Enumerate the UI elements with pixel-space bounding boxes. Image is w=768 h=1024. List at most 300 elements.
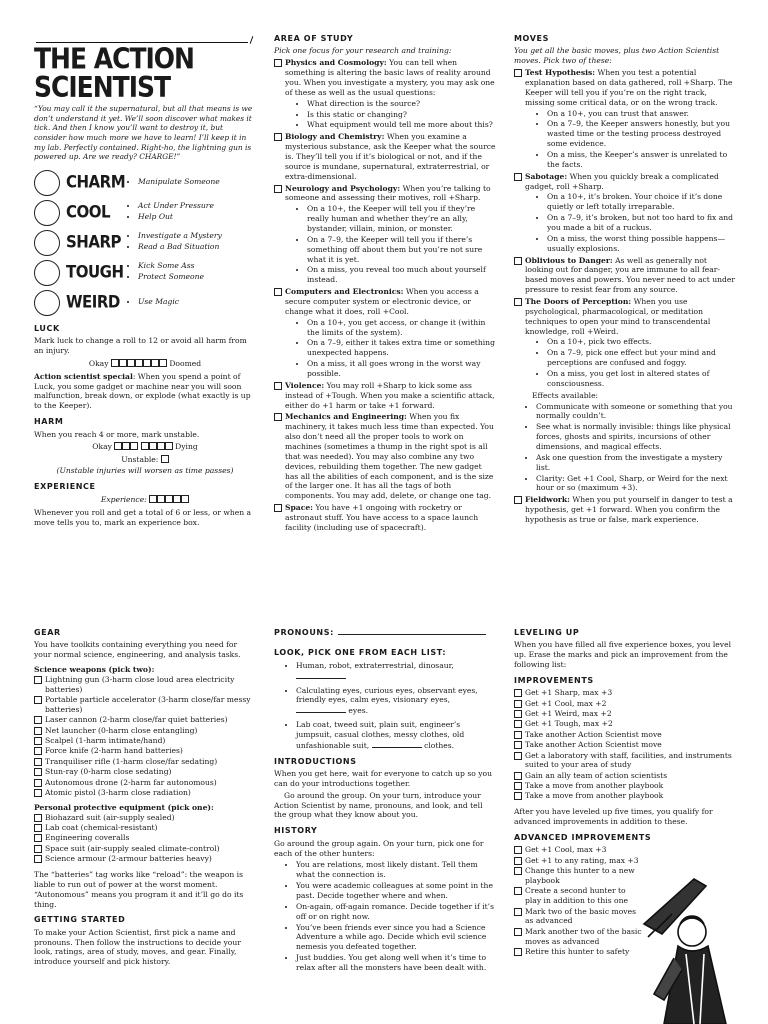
unstable-label: Unstable: bbox=[121, 455, 159, 465]
weapon-option-label: Atomic pistol (3-harm close radiation) bbox=[45, 787, 191, 797]
history-item: • You were academic colleagues at some point in the past. Decide together where and when. bbox=[296, 881, 496, 901]
area-checkbox[interactable] bbox=[274, 133, 282, 141]
area-item bbox=[274, 132, 496, 181]
advanced-option-label: Mark another two of the basic moves as advanced bbox=[525, 926, 642, 946]
advanced-option bbox=[514, 947, 642, 957]
effect-item: • See what is normally invisible: things like physical forces, ghosts and spirits, incursions of other dimensions, and magical effects. bbox=[536, 422, 736, 452]
rating-name: COOL bbox=[66, 201, 111, 223]
move-name: The Doors of Perception: bbox=[525, 297, 632, 307]
rating-row bbox=[34, 198, 256, 228]
move-bullet: • On a 7–9, the Keeper answers honestly, but you wasted time or the testing process destroyed some evidence. bbox=[547, 119, 736, 149]
area-text: You may roll +Sharp to kick some ass instead of +Tough. When you make a scientific attack, either do +1 harm or take +1 forward. bbox=[285, 380, 495, 410]
rating-circle[interactable] bbox=[34, 200, 60, 226]
weapon-option-checkbox[interactable] bbox=[34, 768, 42, 776]
column-right-bottom bbox=[514, 628, 736, 1024]
advanced-option-checkbox[interactable] bbox=[514, 908, 522, 916]
rating-moves bbox=[138, 231, 222, 253]
look-options: Calculating eyes, curious eyes, observant eyes, friendly eyes, calm eyes, visionary eyes, bbox=[296, 685, 478, 705]
look-options: Human, robot, extraterrestrial, dinosaur, bbox=[296, 660, 454, 670]
harm-box[interactable] bbox=[114, 442, 122, 450]
area-checkbox[interactable] bbox=[274, 504, 282, 512]
luck-doomed-label: Doomed bbox=[169, 358, 202, 368]
harm-okay-label: Okay bbox=[92, 442, 112, 452]
move-bullet: • On a 10+, it’s broken. Your choice if it’s done quietly or left totally irreparable. bbox=[547, 192, 736, 212]
improvement-option-checkbox[interactable] bbox=[514, 710, 522, 718]
move-item bbox=[514, 172, 736, 254]
pronouns-row bbox=[274, 628, 496, 638]
area-text: You have +1 ongoing with rocketry or astronaut stuff. You have access to a space launch facility (including use of spacecraft). bbox=[285, 503, 479, 532]
advanced-option bbox=[514, 856, 642, 866]
advanced-option-checkbox[interactable] bbox=[514, 846, 522, 854]
area-item bbox=[274, 503, 496, 533]
improvement-option-label: Get +1 Cool, max +2 bbox=[525, 698, 607, 708]
unstable-checkbox[interactable] bbox=[161, 455, 169, 463]
area-text: When you fix machinery, it takes much less time than expected. You also don’t need all the proper tools to work on machines (sometimes a thump in the right spot is all that was needed). You may also combine any two devices, rebuilding them together. The new gadget has all the abilities of each component, and is the size of the larger one. It has all the tags of both components. You may add, delete, or change one tag. bbox=[285, 412, 494, 501]
harm-heading: HARM bbox=[34, 417, 64, 427]
experience-box[interactable] bbox=[173, 495, 181, 503]
move-text: When you test a potential explanation based on data gathered, roll +Sharp. The Keeper will tell you if you’re on the right track, missing some critical data, or on the wrong track. bbox=[525, 68, 733, 107]
area-checkbox[interactable] bbox=[274, 59, 282, 67]
improvement-option bbox=[514, 719, 736, 729]
luck-text: Mark luck to change a roll to 12 or avoid all harm from an injury. bbox=[34, 336, 247, 355]
rating-circle[interactable] bbox=[34, 290, 60, 316]
experience-box[interactable] bbox=[165, 495, 173, 503]
armor-option-checkbox[interactable] bbox=[34, 814, 42, 822]
harm-box[interactable] bbox=[149, 442, 157, 450]
weapon-option bbox=[34, 736, 256, 746]
weapon-option-checkbox[interactable] bbox=[34, 737, 42, 745]
column-left-top bbox=[34, 34, 256, 589]
history-item: • Just buddies. You get along well when it’s time to relax after all the monsters have been dealt with. bbox=[296, 953, 496, 973]
introductions-p2: Go around the group. On your turn, introduce your Action Scientist by name, pronouns, and look, and tell the group what they know about you. bbox=[274, 790, 483, 820]
move-bullet: • On a miss, the Keeper’s answer is unrelated to the facts. bbox=[547, 150, 736, 170]
effects-list bbox=[536, 402, 736, 494]
move-bullet: • On a 7–9, pick one effect but your mind and perceptions are confused and foggy. bbox=[547, 348, 736, 368]
unstable-row bbox=[34, 455, 256, 465]
introductions-heading: INTRODUCTIONS bbox=[274, 756, 357, 766]
area-bullets bbox=[307, 99, 496, 131]
improvement-option-checkbox[interactable] bbox=[514, 720, 522, 728]
improvement-option-label: Take a move from another playbook bbox=[525, 791, 664, 801]
rating-name: SHARP bbox=[66, 231, 122, 253]
advanced-option-checkbox[interactable] bbox=[514, 928, 522, 936]
move-checkbox[interactable] bbox=[514, 69, 522, 77]
armor-option bbox=[34, 854, 256, 864]
armor-option-label: Science armour (2-armour batteries heavy) bbox=[45, 854, 212, 864]
advanced-option-label: Get +1 Cool, max +3 bbox=[525, 845, 607, 855]
armor-list bbox=[34, 813, 256, 864]
look-line bbox=[296, 661, 496, 682]
look-custom-field[interactable] bbox=[372, 740, 422, 748]
area-name: Computers and Electronics: bbox=[285, 287, 404, 297]
move-name: Fieldwork: bbox=[525, 495, 570, 505]
rating-name: WEIRD bbox=[66, 291, 120, 313]
advanced-option-checkbox[interactable] bbox=[514, 887, 522, 895]
improvement-option bbox=[514, 688, 736, 698]
area-checkbox[interactable] bbox=[274, 185, 282, 193]
move-name: Sabotage: bbox=[525, 171, 568, 181]
advanced-option bbox=[514, 927, 642, 947]
advanced-option-label: Create a second hunter to play in addition to this one bbox=[525, 886, 628, 906]
advanced-option bbox=[514, 845, 642, 855]
rating-row bbox=[34, 258, 256, 288]
rating-move: • Protect Someone bbox=[138, 272, 204, 282]
improvements-list bbox=[514, 688, 736, 801]
weapon-option bbox=[34, 778, 256, 788]
advanced-list bbox=[514, 845, 642, 956]
pronouns-field[interactable] bbox=[338, 634, 486, 635]
move-name: Oblivious to Danger: bbox=[525, 255, 613, 265]
improvement-option-checkbox[interactable] bbox=[514, 792, 522, 800]
rating-moves bbox=[138, 297, 179, 308]
area-name: Neurology and Psychology: bbox=[285, 183, 401, 193]
armor-option-checkbox[interactable] bbox=[34, 824, 42, 832]
look-suffix: clothes. bbox=[424, 740, 455, 750]
experience-box[interactable] bbox=[157, 495, 165, 503]
history-text: Go around the group again. On your turn, pick one for each of the other hunters: bbox=[274, 838, 484, 858]
rating-move: • Investigate a Mystery bbox=[138, 231, 222, 241]
leveling-heading: LEVELING UP bbox=[514, 628, 580, 637]
weapon-option-label: Tranquiliser rifle (1-harm close/far sedating) bbox=[45, 756, 218, 766]
improvement-option bbox=[514, 751, 736, 771]
move-name: Test Hypothesis: bbox=[525, 68, 596, 78]
move-bullets bbox=[547, 337, 736, 388]
luck-box[interactable] bbox=[135, 359, 143, 367]
harm-box[interactable] bbox=[122, 442, 130, 450]
luck-box[interactable] bbox=[127, 359, 135, 367]
look-line bbox=[296, 720, 496, 751]
unstable-note: (Unstable injuries will worsen as time passes) bbox=[56, 466, 234, 476]
armor-option-checkbox[interactable] bbox=[34, 834, 42, 842]
luck-box[interactable] bbox=[151, 359, 159, 367]
experience-heading: EXPERIENCE bbox=[34, 481, 96, 491]
weapon-option-checkbox[interactable] bbox=[34, 727, 42, 735]
rating-moves bbox=[138, 201, 214, 223]
advanced-option-checkbox[interactable] bbox=[514, 948, 522, 956]
move-item bbox=[514, 256, 736, 295]
introductions-p1: When you get here, wait for everyone to catch up so you can do your introductions together. bbox=[274, 769, 492, 788]
move-checkbox[interactable] bbox=[514, 298, 522, 306]
improvement-option-checkbox[interactable] bbox=[514, 782, 522, 790]
area-item bbox=[274, 287, 496, 379]
move-text: As well as generally not looking out for danger, you are immune to all fear-based moves and powers. You never need to act under pressure to resist fear from any source. bbox=[525, 255, 736, 295]
history-item: • You’ve been friends ever since you had a Science Adventure a while ago. Decide which evil science nemesis you defeated together. bbox=[296, 923, 496, 953]
rating-circle[interactable] bbox=[34, 260, 60, 286]
area-item bbox=[274, 184, 496, 286]
improvement-option bbox=[514, 781, 736, 791]
area-item bbox=[274, 381, 496, 411]
luck-boxes bbox=[111, 359, 167, 368]
gear-note: The “batteries” tag works like “reload”: the weapon is liable to run out of power at the worst moment. “Autonomous” means you program it and it’ll go do its thing. bbox=[34, 869, 244, 909]
rating-name: TOUGH bbox=[66, 261, 124, 283]
weapon-option bbox=[34, 757, 256, 767]
area-name: Mechanics and Engineering: bbox=[285, 412, 407, 422]
advanced-option bbox=[514, 866, 642, 886]
look-custom-field[interactable] bbox=[296, 671, 346, 679]
weapon-option-checkbox[interactable] bbox=[34, 716, 42, 724]
move-checkbox[interactable] bbox=[514, 173, 522, 181]
weapon-option bbox=[34, 715, 256, 725]
harm-box[interactable] bbox=[130, 442, 138, 450]
armor-label: Personal protective equipment (pick one): bbox=[34, 802, 214, 812]
look-heading: LOOK, PICK ONE FROM EACH LIST: bbox=[274, 648, 447, 658]
improvements-heading: IMPROVEMENTS bbox=[514, 675, 594, 685]
weapon-option-label: Stun-ray (0-harm close sedating) bbox=[45, 767, 172, 777]
harm-box[interactable] bbox=[165, 442, 173, 450]
experience-label: Experience: bbox=[100, 495, 147, 505]
armor-option bbox=[34, 844, 256, 854]
advanced-option-label: Retire this hunter to safety bbox=[525, 947, 630, 957]
area-name: Violence: bbox=[285, 380, 325, 390]
history-heading: HISTORY bbox=[274, 826, 318, 836]
improvement-option-label: Take a move from another playbook bbox=[525, 781, 664, 791]
look-custom-field[interactable] bbox=[296, 705, 346, 713]
weapon-option-checkbox[interactable] bbox=[34, 747, 42, 755]
look-list bbox=[296, 661, 496, 751]
improvement-option bbox=[514, 791, 736, 801]
moves-heading: MOVES bbox=[514, 34, 549, 43]
weapon-option-label: Lightning gun (3-harm close loud area electricity batteries) bbox=[45, 674, 235, 694]
advanced-option-label: Mark two of the basic moves as advanced bbox=[525, 906, 636, 926]
area-bullet: • On a 10+, you get access, or change it (within the limits of the system). bbox=[307, 318, 496, 338]
improvement-option-label: Get +1 Weird, max +2 bbox=[525, 709, 612, 719]
rating-move: • Kick Some Ass bbox=[138, 261, 204, 271]
armor-option-checkbox[interactable] bbox=[34, 855, 42, 863]
armor-option-label: Biohazard suit (air-supply sealed) bbox=[45, 812, 175, 822]
advanced-heading: ADVANCED IMPROVEMENTS bbox=[514, 833, 652, 843]
effect-item: • Ask one question from the investigate a mystery list. bbox=[536, 453, 736, 473]
luck-box[interactable] bbox=[119, 359, 127, 367]
effect-item: • Clarity: Get +1 Cool, Sharp, or Weird for the next hour or so (maximum +3). bbox=[536, 474, 736, 494]
improvement-option-checkbox[interactable] bbox=[514, 741, 522, 749]
history-item: • On-again, off-again romance. Decide together if it’s off or on right now. bbox=[296, 902, 496, 922]
experience-box[interactable] bbox=[181, 495, 189, 503]
weapon-option bbox=[34, 695, 256, 715]
weapon-option-label: Scalpel (1-harm intimate/hand) bbox=[45, 736, 166, 746]
improvement-option-label: Gain an ally team of action scientists bbox=[525, 770, 668, 780]
move-bullets bbox=[547, 109, 736, 170]
effects-label: Effects available: bbox=[532, 390, 599, 400]
move-fieldwork bbox=[514, 495, 736, 525]
rating-move: • Help Out bbox=[138, 212, 214, 222]
area-list bbox=[274, 58, 496, 533]
area-bullet: • On a 7–9, the Keeper will tell you if there’s something off about them but you’re not sure what it is yet. bbox=[307, 235, 496, 265]
weapon-option bbox=[34, 746, 256, 756]
improvement-option bbox=[514, 730, 736, 740]
armor-option bbox=[34, 823, 256, 833]
area-item bbox=[274, 58, 496, 130]
harm-dying-label: Dying bbox=[175, 442, 198, 452]
look-suffix: eyes. bbox=[348, 706, 369, 716]
area-name: Physics and Cosmology: bbox=[285, 58, 387, 68]
harm-box[interactable] bbox=[157, 442, 165, 450]
move-bullet: • On a 7–9, it’s broken, but not too hard to fix and you made a bit of a ruckus. bbox=[547, 213, 736, 233]
column-right-top bbox=[514, 34, 736, 589]
armor-option bbox=[34, 833, 256, 843]
harm-box[interactable] bbox=[141, 442, 149, 450]
improvements-after: After you have leveled up five times, you qualify for advanced improvements in addition to these. bbox=[514, 807, 713, 827]
move-bullet: • On a miss, you get lost in altered states of consciousness. bbox=[547, 369, 736, 389]
area-text: When you’re talking to someone and assessing their motives, roll +Sharp. bbox=[285, 183, 491, 203]
gear-text: You have toolkits containing everything you need for your normal science, engineering, and analysis tasks. bbox=[34, 640, 241, 660]
weapon-option-checkbox[interactable] bbox=[34, 779, 42, 787]
improvement-option-label: Get +1 Tough, max +2 bbox=[525, 719, 613, 729]
improvement-option-checkbox[interactable] bbox=[514, 731, 522, 739]
weapon-option-checkbox[interactable] bbox=[34, 789, 42, 797]
luck-special bbox=[34, 372, 256, 411]
weapon-option-label: Force knife (2-harm hand batteries) bbox=[45, 746, 183, 756]
rating-name: CHARM bbox=[66, 171, 126, 193]
armor-option-checkbox[interactable] bbox=[34, 845, 42, 853]
move-bullet: • On a 10+, pick two effects. bbox=[547, 337, 736, 347]
rating-move: • Read a Bad Situation bbox=[138, 242, 222, 252]
area-intro: Pick one focus for your research and training: bbox=[274, 46, 452, 56]
area-name: Space: bbox=[285, 503, 313, 513]
improvement-option-checkbox[interactable] bbox=[514, 700, 522, 708]
luck-special-label: Action scientist special bbox=[34, 371, 133, 381]
scientist-illustration bbox=[634, 874, 734, 1024]
armor-option bbox=[34, 813, 256, 823]
armor-option-label: Engineering coveralls bbox=[45, 833, 130, 843]
page-title: THE ACTION SCIENTIST bbox=[34, 41, 194, 105]
area-bullet: • What direction is the source? bbox=[307, 99, 496, 109]
luck-box[interactable] bbox=[159, 359, 167, 367]
area-bullet: • On a 7–9, either it takes extra time or something unexpected happens. bbox=[307, 338, 496, 358]
column-middle-bottom bbox=[274, 628, 496, 1024]
area-heading: AREA OF STUDY bbox=[274, 34, 354, 43]
leveling-text: When you have filled all five experience boxes, you level up. Erase the marks and pick an improvement from the following list: bbox=[514, 640, 732, 670]
harm-text: When you reach 4 or more, mark unstable. bbox=[34, 429, 200, 439]
weapon-option-label: Net launcher (0-harm close entangling) bbox=[45, 725, 198, 735]
advanced-option-checkbox[interactable] bbox=[514, 857, 522, 865]
playbook-quote: “You may call it the supernatural, but all that means is we don’t understand it yet. We’ll soon discover what makes it tick. And then I know you’ll want to destroy it, but consider how much more we have to learn! I’ll keep it in my lab. Perfectly contained. Right-ho, the lightning gun is powered up. Are we ready? CHARGE!” bbox=[34, 104, 253, 162]
improvement-option bbox=[514, 771, 736, 781]
look-line bbox=[296, 686, 496, 717]
move-checkbox[interactable] bbox=[514, 257, 522, 265]
luck-heading: LUCK bbox=[34, 323, 60, 333]
area-bullet: • Is this static or changing? bbox=[307, 110, 496, 120]
getting-started-heading: GETTING STARTED bbox=[34, 915, 126, 925]
move-text: When you put yourself in danger to test a hypothesis, get +1 forward. When you confirm the hypothesis as true or false, mark experience. bbox=[525, 495, 733, 525]
improvement-option-label: Get a laboratory with staff, facilities, and instruments suited to your area of study bbox=[525, 750, 732, 770]
improvement-option-checkbox[interactable] bbox=[514, 752, 522, 760]
move-text: When you quickly break a complicated gadget, roll +Sharp. bbox=[525, 171, 719, 191]
weapon-option bbox=[34, 675, 256, 695]
history-item: • You are relations, most likely distant. Tell them what the connection is. bbox=[296, 860, 496, 880]
luck-box[interactable] bbox=[111, 359, 119, 367]
luck-track bbox=[34, 359, 256, 369]
rating-row bbox=[34, 168, 256, 198]
advanced-option bbox=[514, 886, 642, 906]
ratings-list bbox=[34, 168, 256, 318]
area-bullets bbox=[307, 204, 496, 285]
area-text: You can tell when something is altering the basic laws of reality around you. When you investigate a mystery, you may ask one of these as well as the usual questions: bbox=[285, 58, 495, 97]
area-item bbox=[274, 412, 496, 501]
rating-circle[interactable] bbox=[34, 170, 60, 196]
weapon-option-checkbox[interactable] bbox=[34, 696, 42, 704]
experience-boxes bbox=[149, 495, 189, 504]
area-text: When you access a secure computer system or electronic device, or change what it does, roll +Cool. bbox=[285, 287, 479, 316]
move-text: When you use psychological, pharmacological, or meditation techniques to open your mind to transcendental knowledge, roll +Weird. bbox=[525, 297, 711, 336]
rating-row bbox=[34, 288, 256, 318]
move-item bbox=[514, 297, 736, 389]
improvement-option-label: Take another Action Scientist move bbox=[525, 740, 662, 750]
improvement-option-label: Get +1 Sharp, max +3 bbox=[525, 688, 613, 698]
pronouns-label: PRONOUNS: bbox=[274, 628, 334, 637]
luck-special-text: : When you spend a point of Luck, you some gadget or machine near you will soon malfunction, break down, or explode (what exactly is up to the Keeper). bbox=[34, 371, 251, 411]
weapons-list bbox=[34, 675, 256, 798]
moves-list bbox=[514, 68, 736, 389]
weapons-label: Science weapons (pick two): bbox=[34, 665, 155, 675]
improvement-option-checkbox[interactable] bbox=[514, 689, 522, 697]
weapon-option-label: Portable particle accelerator (3-harm close/far messy batteries) bbox=[45, 695, 251, 715]
weapon-option-label: Autonomous drone (2-harm far autonomous) bbox=[45, 777, 217, 787]
improvement-option bbox=[514, 709, 736, 719]
advanced-option-label: Get +1 to any rating, max +3 bbox=[525, 855, 639, 865]
improvement-option-checkbox[interactable] bbox=[514, 772, 522, 780]
experience-box[interactable] bbox=[149, 495, 157, 503]
improvement-option bbox=[514, 740, 736, 750]
armor-option-label: Lab coat (chemical-resistant) bbox=[45, 823, 158, 832]
move-checkbox[interactable] bbox=[514, 496, 522, 504]
rating-row bbox=[34, 228, 256, 258]
experience-track bbox=[34, 495, 256, 505]
advanced-option-label: Change this hunter to a new playbook bbox=[525, 866, 635, 885]
weapon-option bbox=[34, 788, 256, 798]
area-checkbox[interactable] bbox=[274, 413, 282, 421]
look-options: Lab coat, tweed suit, plain suit, engineer’s jumpsuit, casual clothes, messy clothes, old unfashionable suit, bbox=[296, 720, 465, 750]
gear-heading: GEAR bbox=[34, 628, 61, 637]
improvement-option-label: Take another Action Scientist move bbox=[525, 729, 662, 739]
area-checkbox[interactable] bbox=[274, 382, 282, 390]
column-middle-top bbox=[274, 34, 496, 589]
rating-circle[interactable] bbox=[34, 230, 60, 256]
rating-move: • Act Under Pressure bbox=[138, 201, 214, 211]
weapon-option bbox=[34, 767, 256, 777]
experience-text: Whenever you roll and get a total of 6 or less, or when a move tells you to, mark an experience box. bbox=[34, 508, 252, 528]
area-text: When you examine a mysterious substance, ask the Keeper what the source is. They’ll tell you if it’s biological or not, and if the source is mundane, supernatural, extraterrestrial, or extra-dimensional. bbox=[285, 132, 496, 181]
move-bullet: • On a 10+, you can trust that answer. bbox=[547, 109, 736, 119]
area-bullet: • On a 10+, the Keeper will tell you if they’re really human and whether they’re an ally, bystander, villain, minion, or monster. bbox=[307, 204, 496, 234]
getting-started-text: To make your Action Scientist, first pick a name and pronouns. Then follow the instructions to decide your look, ratings, area of study, moves, and gear. Finally, introduce yourself and pick history. bbox=[34, 927, 241, 967]
area-name: Biology and Chemistry: bbox=[285, 132, 385, 142]
move-item bbox=[514, 68, 736, 170]
rating-move: • Manipulate Someone bbox=[138, 177, 220, 187]
advanced-option bbox=[514, 907, 642, 927]
harm-boxes bbox=[114, 442, 172, 451]
history-list bbox=[296, 860, 496, 972]
advanced-option-checkbox[interactable] bbox=[514, 867, 522, 875]
weapon-option bbox=[34, 726, 256, 736]
area-bullets bbox=[307, 318, 496, 379]
area-bullet: • What equipment would tell me more about this? bbox=[307, 120, 496, 130]
rating-moves bbox=[138, 177, 220, 188]
column-left-bottom bbox=[34, 628, 256, 1024]
area-checkbox[interactable] bbox=[274, 288, 282, 296]
rating-move: • Use Magic bbox=[138, 297, 179, 307]
moves-intro: You get all the basic moves, plus two Action Scientist moves. Pick two of these: bbox=[514, 46, 720, 66]
move-bullets bbox=[547, 192, 736, 253]
armor-option-label: Space suit (air-supply sealed climate-control) bbox=[45, 843, 220, 853]
harm-track bbox=[34, 442, 256, 452]
weapon-option-checkbox[interactable] bbox=[34, 676, 42, 684]
area-bullet: • On a miss, it all goes wrong in the worst way possible. bbox=[307, 359, 496, 379]
weapon-option-checkbox[interactable] bbox=[34, 758, 42, 766]
move-bullet: • On a miss, the worst thing possible happens—usually explosions. bbox=[547, 234, 736, 254]
luck-box[interactable] bbox=[143, 359, 151, 367]
area-bullet: • On a miss, you reveal too much about yourself instead. bbox=[307, 265, 496, 285]
improvement-option bbox=[514, 699, 736, 709]
